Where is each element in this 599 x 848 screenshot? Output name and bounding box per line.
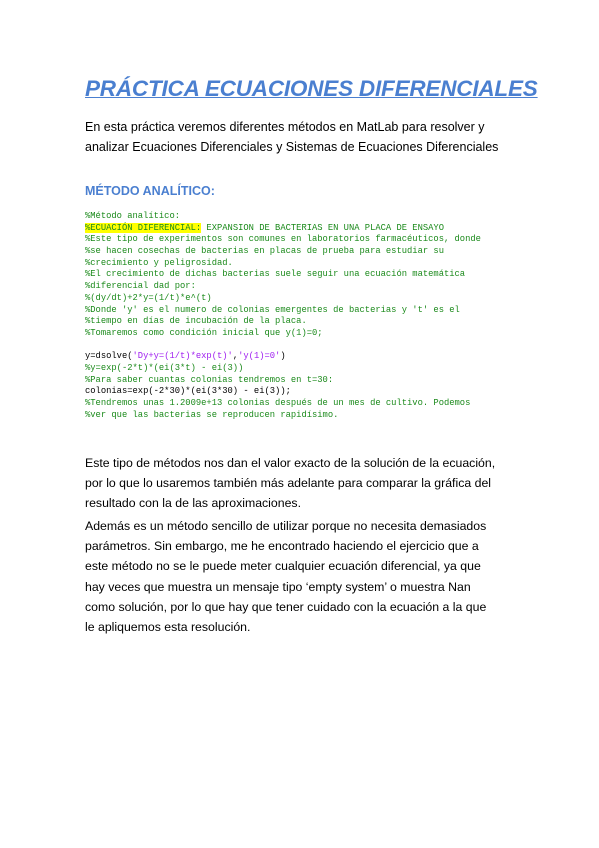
- code-comment-line: %Este tipo de experimentos son comunes en laboratorios farmacéuticos, donde: [85, 234, 481, 245]
- paragraph-line: por lo que lo usaremos también más adelante para comparar la gráfica del: [85, 476, 492, 491]
- paragraph-line: Además es un método sencillo de utilizar porque no necesita demasiados: [85, 519, 487, 533]
- code-comment-line: %Tomaremos como condición inicial que y(1)=0;: [85, 327, 323, 338]
- code-statement-line: colonias=exp(-2*30)*(ei(3*30) - ei(3));: [85, 386, 291, 397]
- code-comment-line: %(dy/dt)+2*y=(1/t)*e^(t): [85, 292, 212, 303]
- code-comment-line: %tiempo en días de incubación de la placa.: [85, 316, 307, 327]
- matlab-code-block: [85, 211, 525, 421]
- code-blank-line: [85, 340, 525, 352]
- paragraph-line: Este tipo de métodos nos dan el valor exacto de la solución de la ecuación,: [85, 456, 496, 470]
- code-comment-line: %se hacen cosechas de bacterias en placas de prueba para estudiar su: [85, 246, 444, 257]
- code-comment-line: [85, 223, 525, 235]
- code-string: 'Dy+y=(1/t)*exp(t)': [132, 351, 233, 362]
- paragraph-exact-solution: [85, 453, 525, 514]
- intro-line: analizar Ecuaciones Diferenciales y Sistemas de Ecuaciones Diferenciales: [85, 140, 499, 154]
- code-text: ,: [232, 351, 239, 362]
- paragraph-line: como solución, por lo que hay que tener cuidado con la ecuación a la que: [85, 599, 487, 614]
- paragraph-line: este método no se le puede meter cualquier ecuación diferencial, ya que: [85, 559, 481, 574]
- intro-paragraph: [85, 117, 525, 157]
- code-comment-line: %crecimiento y peligrosidad.: [85, 257, 233, 268]
- intro-line: En esta práctica veremos diferentes métodos en MatLab para resolver y: [85, 120, 485, 134]
- code-comment-line: %ver que las bacterias se reproducen rapidísimo.: [85, 409, 339, 420]
- code-comment-text: EXPANSION DE BACTERIAS EN UNA PLACA DE ENSAYO: [201, 222, 444, 233]
- paragraph-method-notes: [85, 516, 525, 637]
- paragraph-line: le apliquemos esta resolución.: [85, 620, 251, 635]
- code-string: 'y(1)=0': [238, 351, 281, 362]
- paragraph-line: parámetros. Sin embargo, me he encontrado haciendo el ejercicio que a: [85, 539, 479, 554]
- code-comment-line: %Para saber cuantas colonias tendremos en t=30:: [85, 374, 334, 385]
- code-text: ): [280, 351, 286, 362]
- code-statement-line: [85, 351, 525, 363]
- code-comment-line: %Donde 'y' es el numero de colonias emergentes de bacterias y 't' es el: [85, 304, 460, 315]
- code-text: y=dsolve(: [85, 351, 133, 362]
- paragraph-line: resultado con la de las aproximaciones.: [85, 496, 302, 511]
- document-title: PRÁCTICA ECUACIONES DIFERENCIALES: [85, 76, 538, 101]
- highlighted-text: %ECUACIÓN DIFERENCIAL:: [85, 222, 202, 233]
- code-comment-line: %Tendremos unas 1.2009e+13 colonias después de un mes de cultivo. Podemos: [85, 398, 471, 408]
- section-heading: MÉTODO ANALÍTICO:: [85, 184, 215, 198]
- code-comment-line: %Método analítico:: [85, 211, 181, 221]
- code-comment-line: %y=exp(-2*t)*(ei(3*t) - ei(3)): [85, 362, 244, 373]
- code-comment-line: %diferencial dad por:: [85, 281, 196, 292]
- code-comment-line: %El crecimiento de dichas bacterias suele seguir una ecuación matemática: [85, 269, 466, 280]
- paragraph-line: hay veces que muestra un mensaje tipo ‘empty system’ o muestra Nan: [85, 579, 471, 594]
